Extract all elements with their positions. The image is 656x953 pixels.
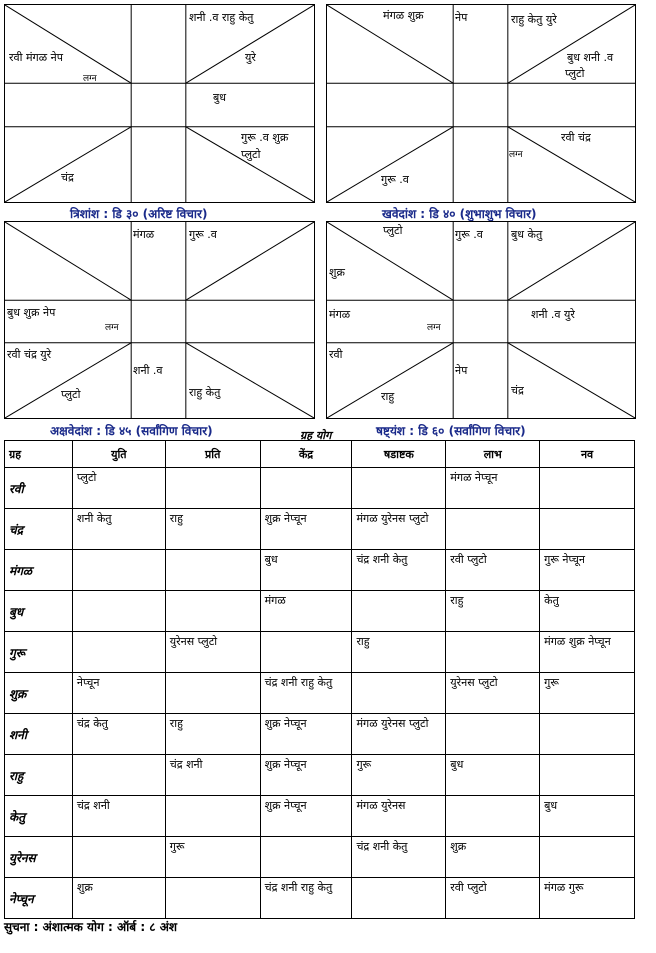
table-cell	[540, 714, 635, 755]
planet-name-cell: केतु	[5, 796, 73, 837]
table-cell	[352, 878, 446, 919]
khavedansh-chart	[326, 4, 636, 203]
akshavedansh-chart	[4, 221, 315, 419]
footnote: सुचना : अंशात्मक योग : ऑर्ब : ८ अंश	[4, 920, 178, 934]
table-cell: मंगळ नेप्चून	[446, 468, 540, 509]
table-cell: शुक्र	[72, 878, 165, 919]
table-cell: गुरू	[540, 673, 635, 714]
table-cell: मंगळ युरेनस प्लुटो	[352, 714, 446, 755]
table-row	[5, 468, 635, 509]
table-cell	[446, 714, 540, 755]
house-label: प्लुटो	[565, 67, 585, 80]
trishansh-chart	[4, 4, 315, 203]
planet-name-cell: रवी	[5, 468, 73, 509]
table-cell	[446, 796, 540, 837]
table-cell: राहु	[446, 591, 540, 632]
table-cell: बुध	[446, 755, 540, 796]
table-cell	[540, 509, 635, 550]
column-header: षडाष्टक	[352, 441, 446, 468]
table-cell	[260, 632, 352, 673]
table-cell	[72, 755, 165, 796]
table-cell: चंद्र शनी राहु केतु	[260, 673, 352, 714]
table-cell	[260, 837, 352, 878]
table-cell: मंगळ गुरू	[540, 878, 635, 919]
table-cell: राहु	[165, 714, 260, 755]
table-cell: चंद्र केतु	[72, 714, 165, 755]
table-cell	[352, 673, 446, 714]
chart-caption: अक्षवेदांश : डि ४५ (सर्वांगिण विचार)	[50, 424, 213, 438]
house-label: राहु केतु	[189, 386, 221, 399]
house-label: बुध शुक्र नेप	[7, 306, 56, 319]
lagna-label: लग्न	[427, 323, 441, 333]
table-cell: बुध	[540, 796, 635, 837]
table-cell: चंद्र शनी	[72, 796, 165, 837]
table-row	[5, 591, 635, 632]
table-cell: गुरू	[165, 837, 260, 878]
house-label: युरे	[245, 51, 256, 64]
table-cell	[72, 550, 165, 591]
column-header: लाभ	[446, 441, 540, 468]
table-title: ग्रह योग	[300, 429, 332, 442]
table-cell: युरेनस प्लुटो	[446, 673, 540, 714]
column-header: युति	[72, 441, 165, 468]
table-row	[5, 755, 635, 796]
table-cell	[165, 673, 260, 714]
house-label: शनी .व	[133, 364, 163, 377]
table-row	[5, 673, 635, 714]
table-header-row	[5, 441, 635, 468]
table-cell: प्लुटो	[72, 468, 165, 509]
planet-name-cell: गुरू	[5, 632, 73, 673]
table-cell	[540, 837, 635, 878]
table-cell	[72, 632, 165, 673]
table-cell	[446, 509, 540, 550]
table-cell	[352, 468, 446, 509]
table-cell: रवी प्लुटो	[446, 878, 540, 919]
house-label: मंगळ शुक्र	[383, 9, 424, 22]
chart-grid	[5, 5, 314, 202]
house-label: प्लुटो	[241, 148, 261, 161]
chart-grid	[327, 222, 635, 418]
table-cell: शुक्र नेप्चून	[260, 714, 352, 755]
table-row	[5, 714, 635, 755]
table-cell	[165, 468, 260, 509]
house-label: नेप	[455, 11, 468, 24]
table-cell: शनी केतु	[72, 509, 165, 550]
house-label: गुरू .व	[455, 228, 483, 241]
house-label: शुक्र	[329, 266, 345, 279]
table-row	[5, 796, 635, 837]
house-label: नेप	[455, 364, 468, 377]
lagna-label: लग्न	[509, 150, 523, 160]
table-cell: युरेनस प्लुटो	[165, 632, 260, 673]
planet-name-cell: चंद्र	[5, 509, 73, 550]
lagna-label: लग्न	[105, 323, 119, 333]
house-label: चंद्र	[511, 384, 524, 397]
table-cell	[446, 632, 540, 673]
chart-grid	[5, 222, 314, 418]
house-label: बुध केतु	[511, 228, 543, 241]
table-cell: शुक्र नेप्चून	[260, 509, 352, 550]
table-cell: मंगळ शुक्र नेप्चून	[540, 632, 635, 673]
house-label: बुध	[213, 91, 227, 104]
table-cell: चंद्र शनी	[165, 755, 260, 796]
table-cell: गुरू नेप्चून	[540, 550, 635, 591]
table-cell: चंद्र शनी केतु	[352, 550, 446, 591]
table-cell: शुक्र नेप्चून	[260, 755, 352, 796]
table-cell: मंगळ	[260, 591, 352, 632]
column-header: प्रति	[165, 441, 260, 468]
table-cell	[540, 468, 635, 509]
table-cell	[165, 591, 260, 632]
planet-name-cell: युरेनस	[5, 837, 73, 878]
planet-name-cell: शनी	[5, 714, 73, 755]
table-row	[5, 550, 635, 591]
chart-caption: त्रिशांश : डि ३० (अरिष्ट विचार)	[70, 207, 208, 221]
house-label: रवी	[329, 348, 343, 361]
table-cell: राहु	[165, 509, 260, 550]
house-label: मंगळ	[133, 228, 155, 241]
table-cell: मंगळ युरेनस प्लुटो	[352, 509, 446, 550]
house-label: शनी .व राहु केतु	[189, 11, 254, 24]
house-label: चंद्र	[61, 171, 74, 184]
house-label: गुरू .व	[381, 173, 409, 186]
house-label: प्लुटो	[61, 388, 81, 401]
table-cell	[540, 755, 635, 796]
table-cell: केतु	[540, 591, 635, 632]
shashtyansh-chart	[326, 221, 636, 419]
table-cell	[165, 550, 260, 591]
planet-name-cell: नेप्चून	[5, 878, 73, 919]
table-cell: रवी प्लुटो	[446, 550, 540, 591]
house-label: गुरू .व शुक्र	[241, 131, 289, 144]
lagna-label: लग्न	[83, 74, 97, 84]
table-cell: नेप्चून	[72, 673, 165, 714]
table-cell: बुध	[260, 550, 352, 591]
graha-yog-table	[4, 440, 635, 919]
house-label: गुरू .व	[189, 228, 217, 241]
chart-caption: खवेदांश : डि ४० (शुभाशुभ विचार)	[382, 207, 537, 221]
house-label: रवी चंद्र युरे	[7, 348, 52, 361]
table-row	[5, 837, 635, 878]
chart-grid	[327, 5, 635, 202]
chart-caption: षष्ट्यंश : डि ६० (सर्वांगिण विचार)	[376, 424, 526, 438]
table-cell: चंद्र शनी राहु केतु	[260, 878, 352, 919]
table-cell	[72, 591, 165, 632]
house-label: राहु केतु युरे	[511, 13, 557, 26]
house-label: शनी .व युरे	[531, 308, 575, 321]
table-cell: राहु	[352, 632, 446, 673]
column-header: ग्रह	[5, 441, 73, 468]
planet-name-cell: बुध	[5, 591, 73, 632]
table-cell	[260, 468, 352, 509]
house-label: रवी चंद्र	[561, 131, 591, 144]
column-header: केंद्र	[260, 441, 352, 468]
planet-name-cell: शुक्र	[5, 673, 73, 714]
table-cell: मंगळ युरेनस	[352, 796, 446, 837]
planet-name-cell: मंगळ	[5, 550, 73, 591]
column-header: नव	[540, 441, 635, 468]
table-cell: गुरू	[352, 755, 446, 796]
table-row	[5, 632, 635, 673]
table-row	[5, 509, 635, 550]
table-cell: शुक्र नेप्चून	[260, 796, 352, 837]
house-label: प्लुटो	[383, 224, 403, 237]
house-label: मंगळ	[329, 308, 351, 321]
house-label: बुध शनी .व	[567, 51, 614, 64]
table-cell	[165, 878, 260, 919]
house-label: राहु	[381, 390, 395, 403]
table-cell	[72, 837, 165, 878]
table-cell	[165, 796, 260, 837]
table-row	[5, 878, 635, 919]
table-cell: शुक्र	[446, 837, 540, 878]
planet-name-cell: राहु	[5, 755, 73, 796]
table-cell	[352, 591, 446, 632]
house-label: रवी मंगळ नेप	[9, 51, 63, 64]
table-cell: चंद्र शनी केतु	[352, 837, 446, 878]
